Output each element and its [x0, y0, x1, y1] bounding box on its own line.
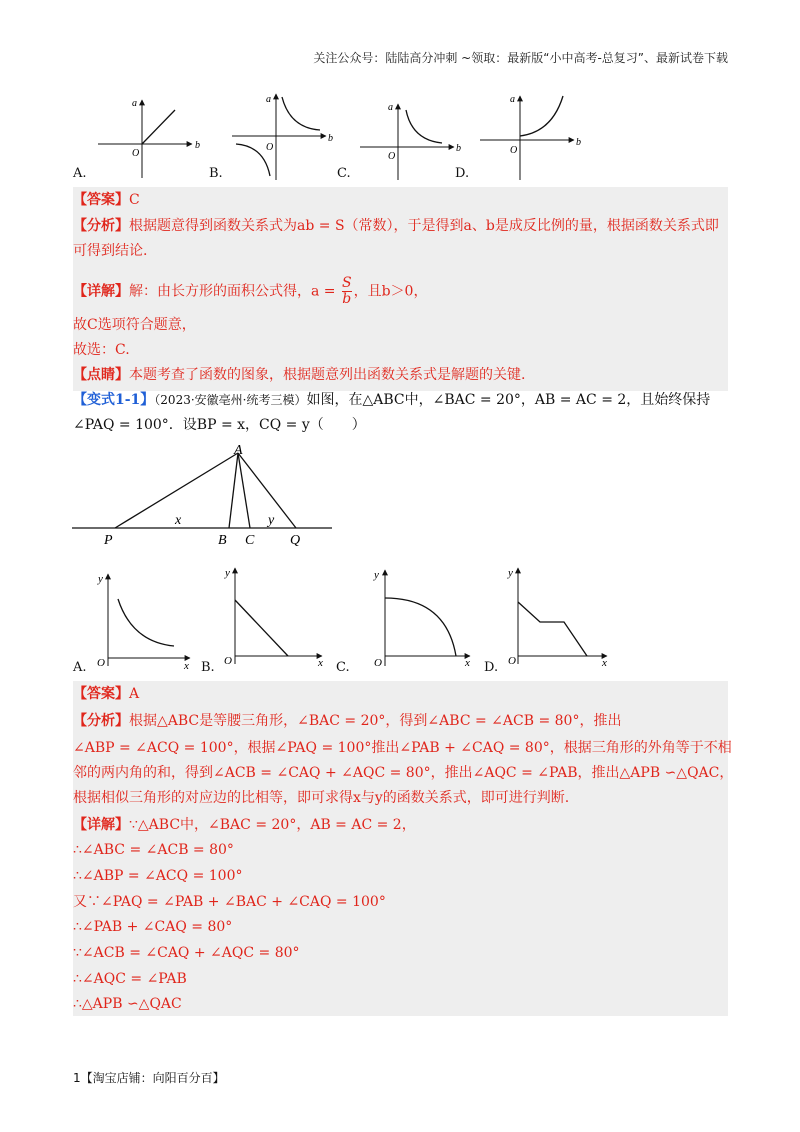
q2-detail-line5: ∴∠PAB + ∠CAQ = 80° — [73, 919, 233, 935]
origin-label: O — [266, 142, 274, 153]
q2-stem-line1 — [73, 390, 733, 410]
q2-option-graphs — [70, 562, 630, 672]
q1-answer — [73, 190, 733, 210]
origin-label: O — [97, 657, 105, 669]
detail-tag: 【详解】 — [73, 817, 129, 833]
axis-label-x: x — [465, 657, 470, 669]
comment-tag: 【点睛】 — [73, 367, 129, 383]
question-source: （2023·安徽亳州·统考三模） — [154, 393, 307, 407]
axis-label-b: b — [195, 140, 200, 151]
axis-label-y: y — [225, 567, 230, 579]
origin-label: O — [508, 655, 516, 667]
axis-label-a: a — [388, 102, 393, 113]
axis-label-a: a — [510, 94, 515, 105]
axis-label-y: y — [98, 573, 103, 585]
analysis-text-b: ∠BAC = 20°，得到∠ABC = ∠ACB = 80°，推出 — [297, 713, 622, 729]
page-footer: 1【淘宝店铺：向阳百分百】 — [73, 1071, 225, 1085]
question-stem: 如图，在△ABC中，∠BAC = 20°，AB = AC = 2，且始终保持 — [306, 392, 711, 408]
q2-option-b-label: B. — [201, 660, 215, 675]
answer-tag: 【答案】 — [73, 686, 129, 702]
q2-option-d-label: D. — [484, 660, 499, 675]
fraction-s-over-b — [342, 276, 352, 307]
q2-analysis-line3: 邻的两内角的和，得到∠ACB = ∠CAQ + ∠AQC = 80°，推出∠AQC = ∠PAB，推出△APB ∽△QAC， — [73, 765, 734, 781]
detail-text-b: ，且b＞0， — [353, 283, 428, 300]
fraction-numerator: S — [341, 275, 352, 291]
axis-label-x: x — [184, 660, 189, 672]
q2-detail-line1 — [73, 815, 733, 835]
axis-label-x: x — [318, 657, 323, 669]
q2-graph-a — [97, 573, 190, 672]
analysis-text: 根据题意得到函数关系式为ab = S（常数），于是得到a、b是成反比例的量，根据函数关系式即 — [129, 218, 719, 234]
axis-label-y: y — [374, 569, 379, 581]
q1-option-b-label: B. — [209, 166, 223, 181]
q1-option-d-label: D. — [455, 166, 470, 181]
answer-text: C — [129, 192, 140, 208]
q2-detail-line3: ∴∠ABP = ∠ACQ = 100° — [73, 868, 243, 884]
q1-detail-line3: 故选：C. — [73, 342, 130, 358]
segment-label-y: y — [268, 513, 275, 528]
q2-graph-c — [373, 569, 470, 669]
q2-graph-d — [507, 567, 607, 669]
origin-label: O — [132, 148, 140, 159]
answer-tag: 【答案】 — [73, 192, 129, 208]
segment-label-x: x — [175, 513, 182, 528]
q2-detail-line6: ∵∠ACB = ∠CAQ + ∠AQC = 80° — [73, 945, 300, 961]
origin-label: O — [388, 151, 396, 162]
axis-label-a: a — [132, 98, 137, 109]
axis-label-b: b — [328, 133, 333, 144]
q1-analysis-line1 — [73, 216, 733, 236]
q2-detail-line4: 又∵∠PAQ = ∠PAB + ∠BAC + ∠CAQ = 100° — [73, 894, 386, 910]
q2-option-a-label: A. — [73, 660, 87, 675]
variant-tag: 【变式1-1】 — [73, 392, 155, 408]
point-label-b: B — [218, 533, 227, 548]
fraction-denominator: b — [342, 291, 352, 307]
q1-graph-c — [360, 102, 461, 180]
q2-graph-b — [224, 567, 323, 669]
point-label-q: Q — [290, 533, 301, 548]
origin-label: O — [374, 657, 382, 669]
q2-analysis-line1 — [73, 711, 733, 731]
analysis-tag: 【分析】 — [73, 713, 129, 729]
q1-option-c-label: C. — [337, 166, 351, 181]
q2-detail-line8: ∴△APB ∽△QAC — [73, 996, 182, 1012]
axis-label-b: b — [576, 137, 581, 148]
point-label-a: A — [234, 443, 243, 458]
q1-option-a-label: A. — [73, 166, 87, 181]
q2-detail-line2: ∴∠ABC = ∠ACB = 80° — [73, 842, 234, 858]
q1-comment — [73, 365, 733, 385]
q2-answer — [73, 684, 733, 704]
q2-triangle-figure — [70, 440, 340, 550]
origin-label: O — [510, 145, 518, 156]
q1-graph-b — [232, 94, 333, 180]
point-label-c: C — [245, 533, 255, 548]
axis-label-a: a — [266, 94, 271, 105]
point-label-p: P — [104, 533, 113, 548]
axis-label-x: x — [602, 657, 607, 669]
analysis-tag: 【分析】 — [73, 218, 129, 234]
comment-text: 本题考查了函数的图象，根据题意列出函数关系式是解题的关键. — [129, 367, 526, 383]
page-header: 关注公众号：陆陆高分冲刺 ~领取：最新版“小中高考-总复习”、最新试卷下载 — [313, 51, 728, 65]
axis-label-y: y — [508, 567, 513, 579]
q2-option-c-label: C. — [336, 660, 350, 675]
answer-text: A — [129, 686, 140, 702]
q1-analysis-line2: 可得到结论. — [73, 243, 148, 259]
q1-graph-d — [480, 94, 581, 180]
axis-label-b: b — [456, 143, 461, 154]
q1-detail-line1 — [73, 276, 733, 307]
detail-tag: 【详解】 — [73, 283, 129, 300]
q1-option-graphs — [70, 88, 750, 188]
q2-detail-line7: ∴∠AQC = ∠PAB — [73, 971, 187, 987]
q2-stem-line2: ∠PAQ = 100°．设BP = x，CQ = y（ ） — [73, 417, 366, 433]
analysis-text-a: 根据△ABC是等腰三角形， — [129, 713, 298, 729]
origin-label: O — [224, 655, 232, 667]
q1-graph-a — [98, 98, 200, 178]
q1-detail-line2: 故C选项符合题意， — [73, 317, 196, 333]
q2-analysis-line2: ∠ABP = ∠ACQ = 100°，根据∠PAQ = 100°推出∠PAB + ∠CAQ = 80°，根据三角形的外角等于不相 — [73, 740, 732, 756]
detail-text-a: 解：由长方形的面积公式得，a = — [129, 283, 336, 300]
detail-step: ∵△ABC中，∠BAC = 20°，AB = AC = 2， — [129, 817, 416, 833]
q2-analysis-line4: 根据相似三角形的对应边的比相等，即可求得x与y的函数关系式，即可进行判断. — [73, 790, 570, 806]
